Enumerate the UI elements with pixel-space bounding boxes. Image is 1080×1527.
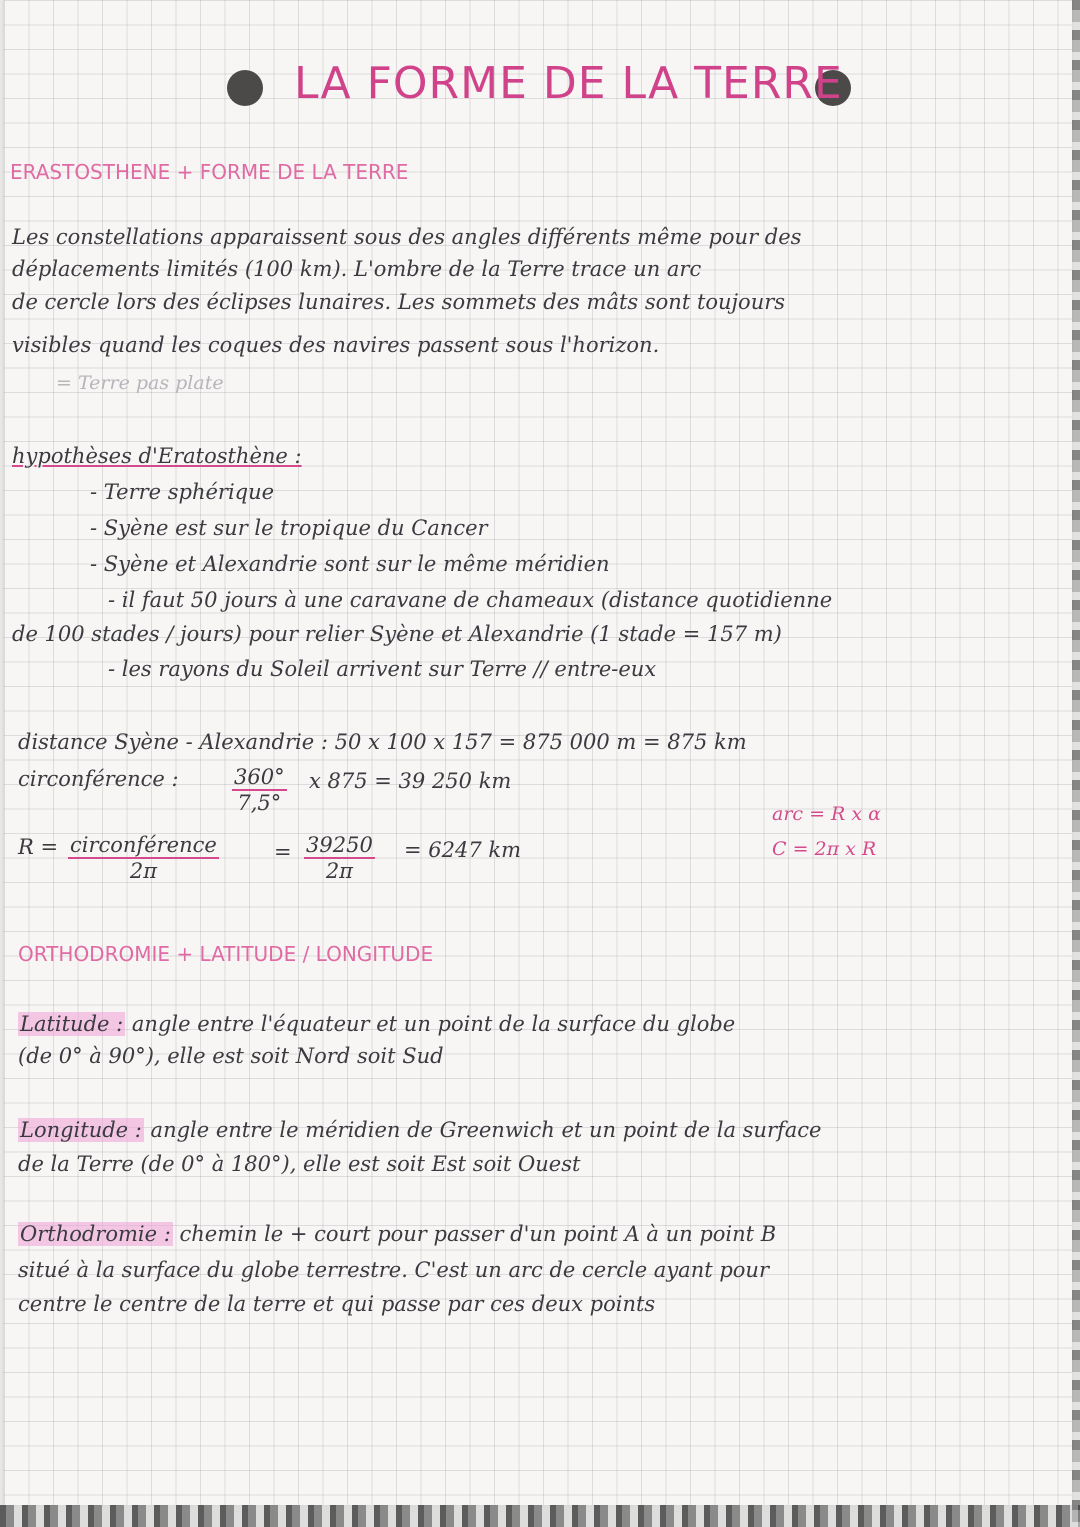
radius-result: = 6247 km	[404, 838, 522, 862]
page-bottom-edge	[0, 1505, 1080, 1527]
paragraph-line: Les constellations apparaissent sous des angles différents même pour des	[12, 225, 802, 249]
paragraph-line: visibles quand les coques des navires passent sous l'horizon.	[12, 333, 660, 357]
hypothesis-item: - il faut 50 jours à une caravane de chameaux (distance quotidienne	[108, 588, 833, 612]
page-title: LA FORME DE LA TERRE	[294, 58, 843, 109]
hypothesis-item: - les rayons du Soleil arrivent sur Terre // entre-eux	[108, 657, 657, 681]
page-right-edge	[1072, 0, 1080, 1527]
radius-equals: =	[274, 840, 292, 864]
hypothesis-item: - Syène et Alexandrie sont sur le même méridien	[90, 552, 610, 576]
distance-label: distance Syène - Alexandrie :	[18, 730, 328, 754]
hypothesis-item: - Terre sphérique	[90, 480, 275, 504]
longitude-line-2: de la Terre (de 0° à 180°), elle est soit Est soit Ouest	[18, 1152, 581, 1176]
hypotheses-heading: hypothèses d'Eratosthène :	[12, 444, 302, 468]
distance-line	[18, 730, 747, 754]
radius-label: R =	[18, 835, 59, 859]
fraction-numerator: circonférence	[70, 833, 217, 857]
binder-hole-left	[227, 70, 263, 106]
radius-fraction-1	[68, 833, 219, 883]
hypothesis-item: - Syène est sur le tropique du Cancer	[90, 516, 488, 540]
section-heading-eratosthene: ERASTOSTHENE + FORME DE LA TERRE	[10, 160, 409, 184]
fraction-numerator: 39250	[306, 833, 373, 857]
orthodromie-line-3: centre le centre de la terre et qui passe par ces deux points	[18, 1292, 656, 1316]
longitude-definition: angle entre le méridien de Greenwich et un point de la surface	[150, 1118, 822, 1142]
orthodromie-term: Orthodromie :	[20, 1222, 171, 1246]
fraction-denominator: 2π	[325, 859, 353, 883]
paragraph-line: de cercle lors des éclipses lunaires. Les sommets des mâts sont toujours	[12, 290, 786, 314]
longitude-line-1	[18, 1118, 821, 1142]
radius-fraction-2	[304, 833, 375, 883]
fraction-denominator: 7,5°	[237, 791, 282, 815]
circumference-label: circonférence :	[18, 767, 179, 791]
conclusion-note: = Terre pas plate	[56, 372, 224, 394]
distance-calc: 50 x 100 x 157 = 875 000 m = 875 km	[334, 730, 747, 754]
latitude-line-2: (de 0° à 90°), elle est soit Nord soit Sud	[18, 1044, 444, 1068]
notebook-page	[4, 0, 1072, 1505]
latitude-term: Latitude :	[20, 1012, 124, 1036]
fraction-numerator: 360°	[234, 765, 285, 789]
circumference-result: x 875 = 39 250 km	[309, 769, 512, 793]
section-heading-orthodromie: ORTHODROMIE + LATITUDE / LONGITUDE	[18, 942, 434, 966]
circumference-fraction	[232, 765, 287, 815]
formula-circumference: C = 2π x R	[772, 838, 877, 860]
latitude-definition: angle entre l'équateur et un point de la surface du globe	[131, 1012, 736, 1036]
orthodromie-line-1	[18, 1222, 776, 1246]
paragraph-line: déplacements limités (100 km). L'ombre de la Terre trace un arc	[12, 257, 702, 281]
orthodromie-definition: chemin le + court pour passer d'un point A à un point B	[179, 1222, 777, 1246]
longitude-term: Longitude :	[20, 1118, 142, 1142]
hypothesis-item: de 100 stades / jours) pour relier Syène et Alexandrie (1 stade = 157 m)	[12, 622, 782, 646]
formula-arc: arc = R x α	[772, 803, 881, 825]
fraction-denominator: 2π	[129, 859, 157, 883]
orthodromie-line-2: situé à la surface du globe terrestre. C'est un arc de cercle ayant pour	[18, 1258, 769, 1282]
latitude-line-1	[18, 1012, 735, 1036]
